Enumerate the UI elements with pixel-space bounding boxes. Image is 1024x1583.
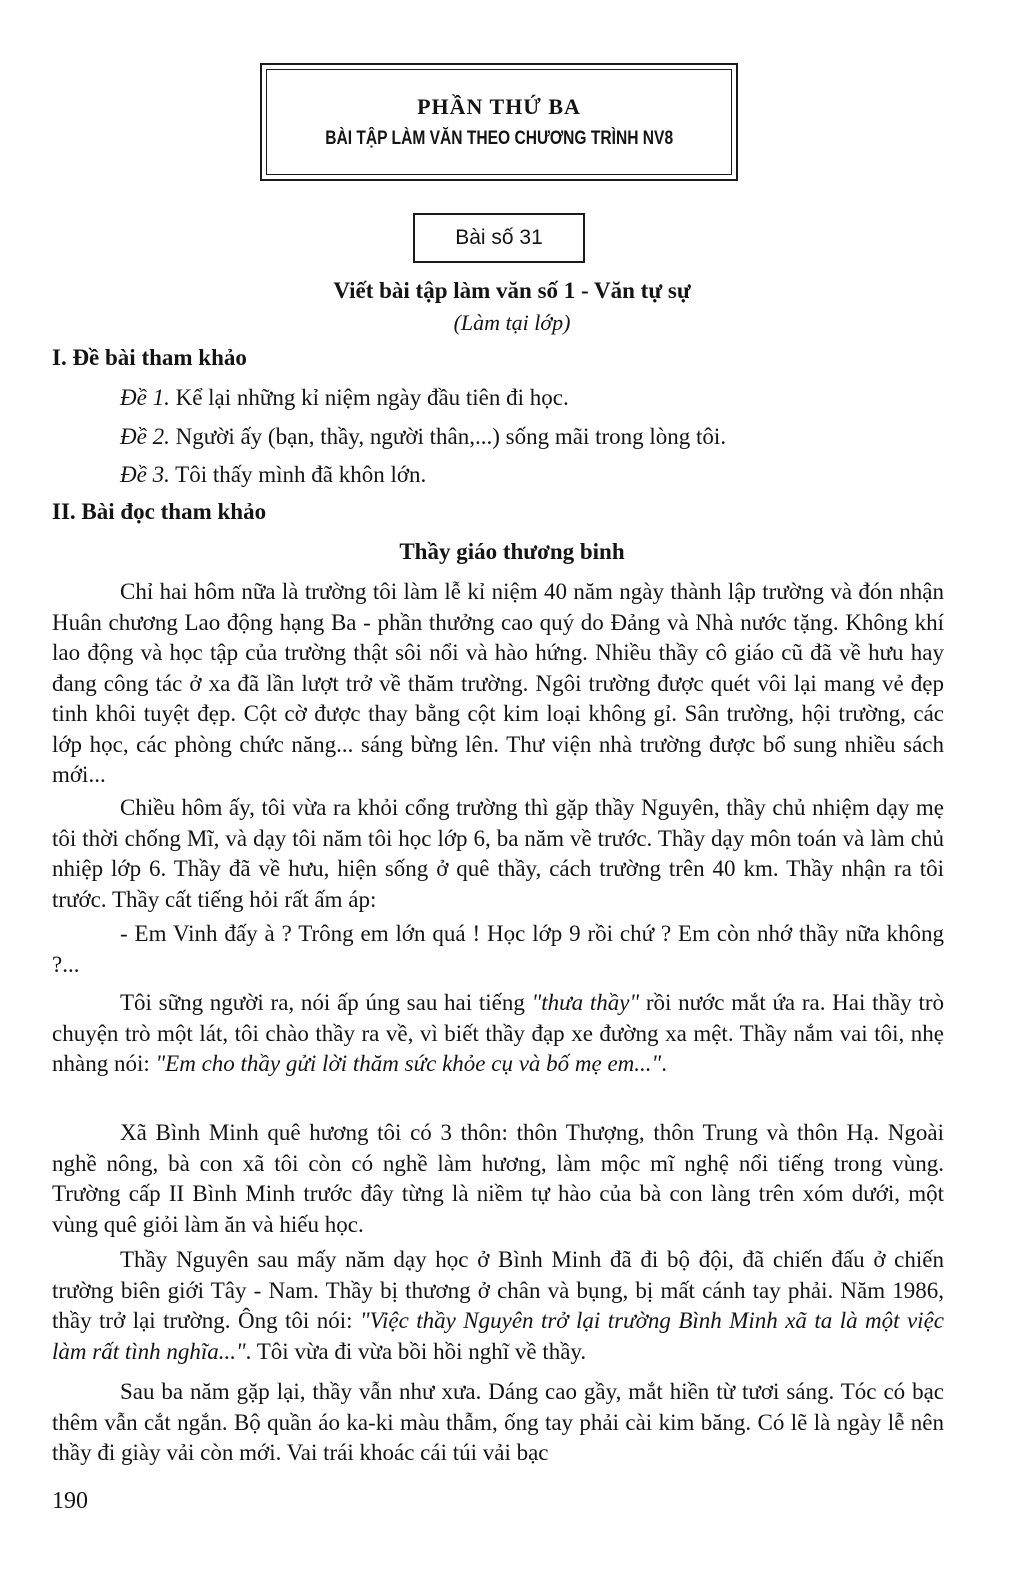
topic-item	[120, 383, 569, 413]
story-paragraph: Chỉ hai hôm nữa là trường tôi làm lễ kỉ niệm 40 năm ngày thành lập trường và đón nhận Huân chương Lao động hạng Ba - phần thưởng cao quý do Đảng và Nhà nước tặng. Không khí lao động và học tập của trường thật sôi nổi và hào hứng. Nhiều thầy cô giáo cũ đã về hưu hay đang công tác ở xa đã lần lượt trở về thăm trường. Ngôi trường được quét vôi lại mang vẻ đẹp tinh khôi tuyệt đẹp. Cột cờ được thay bằng cột kim loại không gỉ. Sân trường, hội trường, các lớp học, các phòng chức năng... sáng bừng lên. Thư viện nhà trường được bổ sung nhiều sách mới...	[52, 579, 944, 787]
quote-run: "Em cho thầy gửi lời thăm sức khỏe cụ và bố mẹ em..."	[155, 1051, 662, 1076]
topic-item	[120, 460, 426, 490]
topic-label: Đề 3.	[120, 462, 170, 487]
section-heading-topics: I. Đề bài tham khảo	[52, 345, 247, 370]
topic-text: Người ấy (bạn, thầy, người thân,...) sống mãi trong lòng tôi.	[169, 424, 727, 449]
topic-label: Đề 1.	[120, 385, 170, 410]
lesson-note: (Làm tại lớp)	[453, 310, 571, 335]
text-run: Tôi sững người ra, nói ấp úng sau hai tiếng	[120, 990, 532, 1015]
lesson-label-box: Bài số 31	[413, 213, 585, 263]
dialogue-paragraph: - Em Vinh đấy à ? Trông em lớn quá ! Học lớp 9 rồi chứ ? Em còn nhớ thầy nữa không ?...	[52, 921, 944, 977]
text-run: Thầy Nguyên sau mấy năm dạy học ở Bình Minh đã đi bộ đội, đã chiến đấu ở chiến trường biên giới Tây - Nam. Thầy bị thương ở chân và bụng, bị mất cánh tay phải. Năm 1986, thầy trở lại trường. Ông tôi nói:	[52, 1247, 944, 1333]
part-title: PHẦN THỨ BA	[417, 94, 581, 119]
quote-run: "thưa thầy"	[531, 990, 640, 1015]
text-run: . Tôi vừa đi vừa bồi hồi nghĩ về thầy.	[245, 1338, 587, 1364]
part-subtitle: BÀI TẬP LÀM VĂN THEO CHƯƠNG TRÌNH NV8	[325, 128, 673, 149]
lesson-title: Viết bài tập làm văn số 1 - Văn tự sự	[333, 278, 691, 303]
story-title: Thầy giáo thương binh	[399, 539, 625, 564]
story-paragraph	[52, 988, 944, 1080]
text-run: rồi nước mắt ứa ra. Hai thầy trò chuyện trò một lát, tôi chào thầy ra về, vì biết thầy đạp xe đường xa mệt. Thầy nắm vai tôi, nhẹ nhàng nói:	[52, 990, 944, 1076]
part-header-frame	[260, 63, 738, 181]
part-header-inner-frame	[266, 69, 732, 175]
topic-text: Tôi thấy mình đã khôn lớn.	[169, 462, 427, 487]
page-number: 190	[52, 1488, 88, 1514]
topic-text: Kể lại những kỉ niệm ngày đầu tiên đi học.	[169, 385, 569, 410]
section-heading-reading: II. Bài đọc tham khảo	[52, 499, 267, 524]
story-paragraph: Sau ba năm gặp lại, thầy vẫn như xưa. Dáng cao gầy, mắt hiền từ tươi sáng. Tóc có bạc thêm vẫn cắt ngắn. Bộ quần áo ka-ki màu thẫm, ống tay phải cài kim băng. Có lẽ là ngày lễ nên thầy đi giày vải còn mới. Vai trái khoác cái túi vải bạc	[52, 1379, 944, 1465]
story-paragraph: Xã Bình Minh quê hương tôi có 3 thôn: thôn Thượng, thôn Trung và thôn Hạ. Ngoài nghề nông, bà con xã tôi còn có nghề làm hương, làm mộc mĩ nghệ nổi tiếng trong vùng. Trường cấp II Bình Minh trước đây từng là niềm tự hào của bà con làng trên xóm dưới, một vùng quê giỏi làm ăn và hiếu học.	[52, 1120, 944, 1237]
topic-item	[120, 422, 726, 452]
text-run: .	[661, 1051, 667, 1076]
story-paragraph	[52, 1245, 944, 1367]
story-paragraph: Chiều hôm ấy, tôi vừa ra khỏi cổng trường thì gặp thầy Nguyên, thầy chủ nhiệm dạy mẹ tôi thời chống Mĩ, và dạy tôi năm tôi học lớp 6, ba năm về trước. Thầy dạy môn toán và làm chủ nhiệp lớp 6. Thầy đã về hưu, hiện sống ở quê thầy, cách trường trên 40 km. Thầy nhận ra tôi trước. Thầy cất tiếng hỏi rất ấm áp:	[52, 795, 944, 912]
quote-run: "Việc thầy Nguyên trở lại trường Bình Minh xã ta là một việc làm rất tình nghĩa..."	[52, 1308, 944, 1364]
topic-label: Đề 2.	[120, 424, 170, 449]
